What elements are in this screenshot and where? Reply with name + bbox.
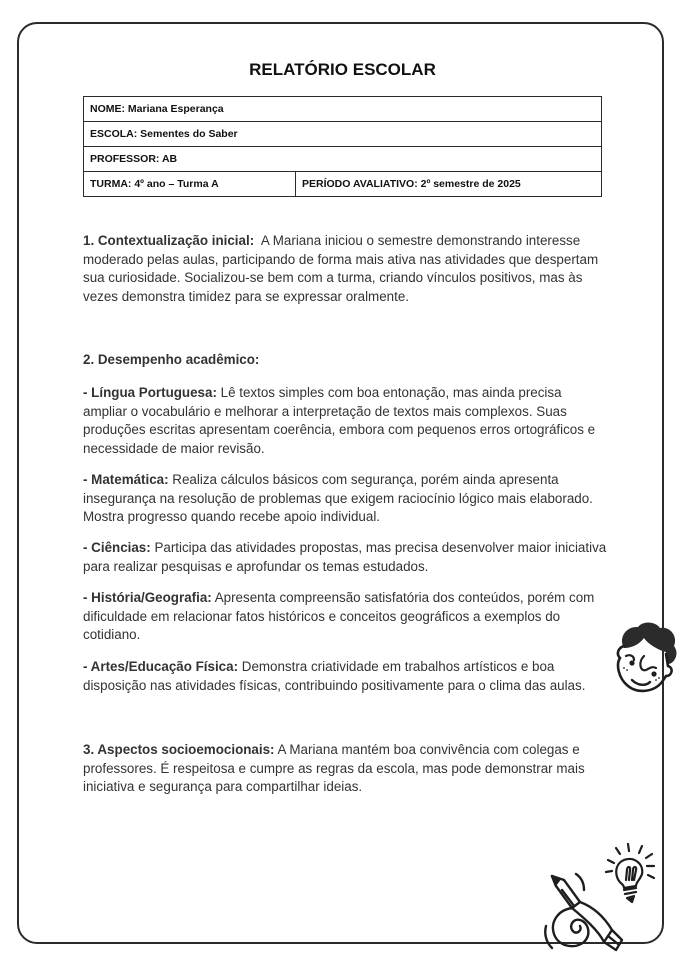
section-text: A Mariana mantém boa convivência com colegas e professores. É respeitosa e cumpre as regras da escola, mas pode demonstrar mais iniciativa e segurança para compartilhar ideias.	[83, 742, 585, 794]
student-name: NOME: Mariana Esperança	[84, 97, 602, 122]
lightbulb-icon	[602, 840, 662, 910]
section-heading: 1. Contextualização inicial:	[83, 233, 255, 248]
section-socioemocionais	[83, 741, 608, 797]
student-info-table	[83, 96, 602, 197]
subject-label: - História/Geografia:	[83, 590, 212, 605]
subject-matematica	[83, 471, 608, 527]
subject-label: - Língua Portuguesa:	[83, 385, 217, 400]
boy-face-icon	[610, 618, 682, 696]
subject-historia-geografia	[83, 589, 608, 645]
subject-text: Lê textos simples com boa entonação, mas ainda precisa ampliar o vocabulário e melhorar a interpretação de textos mais complexos. Suas produções escritas apresentam coerência, embora com pequenos erros ortográficos e necessidade de maior revisão.	[83, 385, 596, 456]
teacher-name: PROFESSOR: AB	[84, 147, 602, 172]
subject-text: Demonstra criatividade em trabalhos artísticos e boa disposição nas atividades físicas, contribuindo positivamente para o clima das aulas.	[83, 659, 586, 693]
section-desempenho-heading: 2. Desempenho acadêmico:	[83, 352, 260, 367]
subject-artes-ed-fisica	[83, 658, 608, 695]
subject-portugues	[83, 384, 608, 458]
subject-text: Participa das atividades propostas, mas precisa desenvolver maior iniciativa para realizar pesquisas e aprofundar os temas estudados.	[83, 540, 607, 574]
subject-text: Realiza cálculos básicos com segurança, porém ainda apresenta insegurança na resolução de problemas que exigem raciocínio lógico mais elaborado. Mostra progresso quando recebe apoio individual.	[83, 472, 593, 524]
subject-label: - Ciências:	[83, 540, 151, 555]
section-contextualizacao	[83, 232, 608, 306]
subject-label: - Artes/Educação Física:	[83, 659, 239, 674]
evaluation-period: PERÍODO AVALIATIVO: 2º semestre de 2025	[296, 172, 602, 197]
page-title: RELATÓRIO ESCOLAR	[249, 60, 436, 79]
subject-label: - Matemática:	[83, 472, 169, 487]
subject-ciencias	[83, 539, 608, 576]
class-name: TURMA: 4º ano – Turma A	[84, 172, 296, 197]
section-heading: 3. Aspectos socioemocionais:	[83, 742, 275, 757]
section-text: A Mariana iniciou o semestre demonstrando interesse moderado pelas aulas, participando de forma mais ativa nas atividades que despertam sua curiosidade. Socializou-se bem com a turma, criando vínculos positivos, mas às vezes demonstra timidez para se expressar oralmente.	[83, 233, 602, 304]
subject-text: Apresenta compreensão satisfatória dos conteúdos, porém com dificuldade em relacionar fatos históricos e conceitos geográficos a exemplos do cotidiano.	[83, 590, 595, 642]
school-name: ESCOLA: Sementes do Saber	[84, 122, 602, 147]
